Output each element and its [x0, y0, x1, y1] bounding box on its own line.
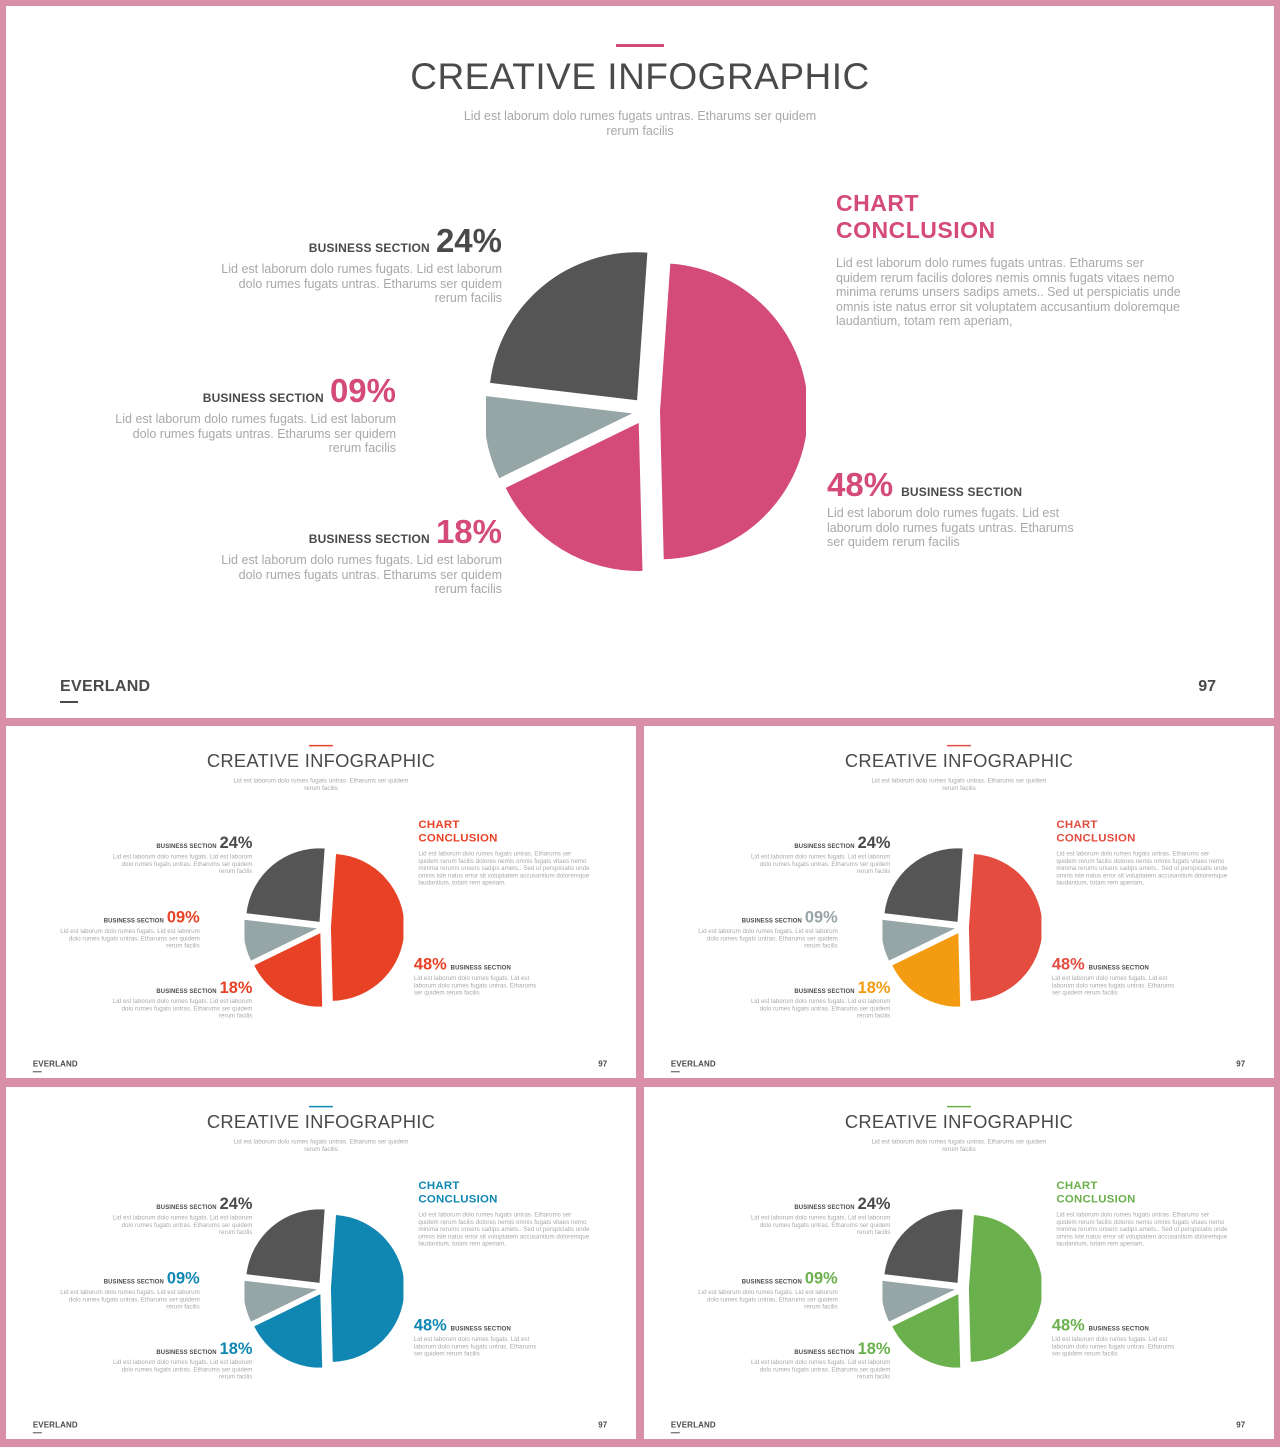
pie-chart — [244, 1209, 403, 1368]
section-percent: 09% — [166, 907, 200, 927]
pie-slice-48 — [660, 264, 806, 560]
slide-variant-blue — [6, 1087, 636, 1439]
slide-content — [6, 726, 636, 1078]
conclusion-title-line2: CONCLUSION — [1056, 1191, 1136, 1205]
section-label: BUSINESS SECTION — [450, 1324, 511, 1332]
slide-subtitle: Lid est laborum dolo rumes fugats untras. Etharums ser quidem rerum facilis — [233, 1138, 409, 1153]
business-section-48 — [1052, 1316, 1179, 1357]
section-body: Lid est laborum dolo rumes fugats. Lid est laborum dolo rumes fugats untras. Etharums ser quidem rerum facilis — [1051, 974, 1175, 996]
conclusion-title-line1: CHART — [418, 1178, 460, 1192]
conclusion-title — [836, 190, 1186, 244]
slide-content — [644, 726, 1274, 1078]
business-section-09 — [56, 1269, 200, 1310]
conclusion-body: Lid est laborum dolo rumes fugats untras. Etharums ser quidem rerum facilis dolores nemis omnis fugats vitaes nemo minima rerums unsers sadips amets.. Sed ut perspiciatis unde omnis iste natus error sit voluptatem accusantium doloremque laudantium, totam rem aperiam, — [418, 850, 590, 886]
slide-content — [6, 6, 1274, 718]
conclusion-body: Lid est laborum dolo rumes fugats untras. Etharums ser quidem rerum facilis dolores nemis omnis fugats vitaes nemo minima rerums unsers sadips amets.. Sed ut perspiciatis unde omnis iste natus error sit voluptatem accusantium doloremque laudantium, totam rem aperiam, — [1056, 1211, 1228, 1247]
slide-subtitle: Lid est laborum dolo rumes fugats untras. Etharums ser quidem rerum facilis — [871, 777, 1047, 792]
section-body: Lid est laborum dolo rumes fugats. Lid est laborum dolo rumes fugats untras. Etharums ser quidem rerum facilis — [750, 1214, 891, 1236]
pie-slice-24 — [884, 848, 962, 922]
conclusion-title-line2: CONCLUSION — [836, 217, 996, 243]
brand-logo-text: EVERLAND — [32, 1420, 78, 1430]
business-section-24 — [746, 1194, 890, 1235]
section-heading — [212, 222, 502, 260]
slide-subtitle: Lid est laborum dolo rumes fugats untras. Etharums ser quidem rerum facilis — [463, 109, 817, 138]
conclusion-title-line1: CHART — [836, 190, 919, 216]
section-body: Lid est laborum dolo rumes fugats. Lid est laborum dolo rumes fugats untras. Etharums ser quidem rerum facilis — [1051, 1335, 1175, 1357]
chart-conclusion — [418, 817, 592, 886]
section-percent: 24% — [219, 1194, 253, 1213]
section-heading — [56, 1269, 200, 1288]
section-label: BUSINESS SECTION — [1088, 963, 1149, 971]
business-section-09 — [56, 908, 200, 949]
section-body: Lid est laborum dolo rumes fugats. Lid est laborum dolo rumes fugats untras. Etharums ser quidem rerum facilis — [60, 1288, 200, 1311]
section-label: BUSINESS SECTION — [794, 1348, 855, 1356]
section-body: Lid est laborum dolo rumes fugats. Lid est laborum dolo rumes fugats untras. Etharums ser quidem rerum facilis — [112, 1214, 253, 1236]
page-number: 97 — [598, 1420, 608, 1430]
section-heading — [827, 466, 1082, 504]
section-label: BUSINESS SECTION — [794, 987, 855, 995]
business-section-18 — [108, 978, 252, 1019]
page-number: 97 — [1198, 678, 1216, 695]
title-accent-rule — [947, 745, 971, 746]
slide-content — [644, 1087, 1274, 1439]
slide-content — [6, 1087, 636, 1439]
section-body: Lid est laborum dolo rumes fugats. Lid est laborum dolo rumes fugats untras. Etharums ser quidem rerum facilis — [112, 997, 253, 1020]
pie-chart — [244, 848, 403, 1007]
section-heading — [56, 908, 200, 927]
section-heading — [108, 833, 252, 852]
brand-logo-text: EVERLAND — [60, 678, 151, 695]
section-percent: 48% — [413, 1315, 447, 1334]
section-body: Lid est laborum dolo rumes fugats. Lid est laborum dolo rumes fugats untras. Etharums ser quidem rerum facilis — [698, 927, 838, 950]
section-label: BUSINESS SECTION — [103, 917, 164, 925]
conclusion-title-line2: CONCLUSION — [418, 830, 498, 844]
section-percent: 18% — [435, 513, 502, 550]
brand-underline — [671, 1071, 680, 1072]
section-percent: 48% — [413, 954, 447, 973]
section-percent: 48% — [827, 466, 894, 503]
business-section-09 — [106, 372, 396, 456]
conclusion-title-line2: CONCLUSION — [1056, 830, 1136, 844]
section-heading — [106, 372, 396, 410]
section-body: Lid est laborum dolo rumes fugats. Lid est laborum dolo rumes fugats untras. Etharums ser quidem rerum facilis — [698, 1288, 838, 1311]
section-heading — [108, 1339, 252, 1358]
section-label: BUSINESS SECTION — [741, 1278, 802, 1286]
slide-title: CREATIVE INFOGRAPHIC — [206, 1111, 436, 1133]
slide-title: CREATIVE INFOGRAPHIC — [410, 56, 870, 97]
page-number: 97 — [1236, 1420, 1246, 1430]
chart-conclusion — [418, 1178, 592, 1247]
section-heading — [414, 1316, 541, 1335]
pie-slice-48 — [331, 1215, 404, 1362]
conclusion-title-line1: CHART — [1056, 1178, 1098, 1192]
section-percent: 09% — [329, 372, 396, 409]
section-label: BUSINESS SECTION — [308, 532, 430, 546]
section-heading — [414, 955, 541, 974]
brand-underline — [33, 1071, 42, 1072]
section-label: BUSINESS SECTION — [202, 391, 324, 405]
conclusion-title-line1: CHART — [1056, 817, 1098, 831]
section-percent: 18% — [857, 1338, 891, 1358]
section-percent: 48% — [1051, 1315, 1085, 1334]
page-number: 97 — [598, 1059, 608, 1069]
section-body: Lid est laborum dolo rumes fugats. Lid est laborum dolo rumes fugats untras. Etharums ser quidem rerum facilis — [112, 1358, 253, 1381]
slide-title: CREATIVE INFOGRAPHIC — [844, 750, 1074, 772]
business-section-18 — [746, 1339, 890, 1380]
section-label: BUSINESS SECTION — [156, 842, 217, 850]
business-section-48 — [414, 955, 541, 996]
section-body: Lid est laborum dolo rumes fugats. Lid est laborum dolo rumes fugats untras. Etharums ser quidem rerum facilis — [750, 853, 891, 875]
business-section-18 — [746, 978, 890, 1019]
section-body: Lid est laborum dolo rumes fugats. Lid est laborum dolo rumes fugats untras. Etharums ser quidem rerum facilis — [221, 553, 502, 596]
brand-underline — [33, 1432, 42, 1433]
pie-slice-48 — [969, 854, 1042, 1001]
brand-logo-text: EVERLAND — [670, 1420, 716, 1430]
conclusion-title — [418, 817, 592, 844]
business-section-48 — [827, 466, 1082, 550]
conclusion-body: Lid est laborum dolo rumes fugats untras. Etharums ser quidem rerum facilis dolores nemis omnis fugats vitaes nemo minima rerums unsers sadips amets.. Sed ut perspiciatis unde omnis iste natus error sit voluptatem accusantium doloremque laudantium, totam rem aperiam, — [418, 1211, 590, 1247]
page-number: 97 — [1236, 1059, 1246, 1069]
section-heading — [108, 1194, 252, 1213]
section-label: BUSINESS SECTION — [156, 1348, 217, 1356]
pie-chart — [486, 251, 806, 571]
brand-underline — [60, 701, 78, 703]
section-heading — [1052, 1316, 1179, 1335]
section-heading — [746, 1339, 890, 1358]
title-accent-rule — [616, 44, 664, 47]
section-body: Lid est laborum dolo rumes fugats. Lid est laborum dolo rumes fugats untras. Etharums ser quidem rerum facilis — [750, 997, 891, 1020]
section-label: BUSINESS SECTION — [741, 917, 802, 925]
slide-main — [6, 6, 1274, 718]
section-percent: 18% — [219, 1338, 253, 1358]
pie-slice-24 — [490, 252, 647, 400]
chart-conclusion — [836, 190, 1186, 329]
business-section-24 — [108, 833, 252, 874]
slide-variant-red — [6, 726, 636, 1078]
section-heading — [746, 1194, 890, 1213]
conclusion-title — [418, 1178, 592, 1205]
section-label: BUSINESS SECTION — [1088, 1324, 1149, 1332]
pie-slice-24 — [246, 1209, 324, 1283]
pie-slice-48 — [969, 1215, 1042, 1362]
business-section-24 — [212, 222, 502, 306]
section-heading — [746, 833, 890, 852]
section-body: Lid est laborum dolo rumes fugats. Lid est laborum dolo rumes fugats untras. Etharums ser quidem rerum facilis — [413, 1335, 537, 1357]
section-percent: 24% — [857, 1194, 891, 1213]
section-percent: 09% — [804, 907, 838, 927]
conclusion-title-line2: CONCLUSION — [418, 1191, 498, 1205]
section-body: Lid est laborum dolo rumes fugats. Lid est laborum dolo rumes fugats untras. Etharums ser quidem rerum facilis — [413, 974, 537, 996]
business-section-48 — [414, 1316, 541, 1357]
business-section-18 — [108, 1339, 252, 1380]
business-section-09 — [694, 1269, 838, 1310]
section-body: Lid est laborum dolo rumes fugats. Lid est laborum dolo rumes fugats untras. Etharums ser quidem rerum facilis — [60, 927, 200, 950]
section-body: Lid est laborum dolo rumes fugats. Lid est laborum dolo rumes fugats untras. Etharums ser quidem rerum facilis — [750, 1358, 891, 1381]
title-accent-rule — [309, 1106, 333, 1107]
section-body: Lid est laborum dolo rumes fugats. Lid est laborum dolo rumes fugats untras. Etharums ser quidem rerum facilis — [115, 412, 396, 455]
section-percent: 09% — [804, 1268, 838, 1288]
slide-title: CREATIVE INFOGRAPHIC — [844, 1111, 1074, 1133]
section-label: BUSINESS SECTION — [450, 963, 511, 971]
section-heading — [694, 908, 838, 927]
slide-variant-orange — [644, 726, 1274, 1078]
slide-title: CREATIVE INFOGRAPHIC — [206, 750, 436, 772]
section-percent: 24% — [435, 222, 502, 259]
pie-chart — [882, 848, 1041, 1007]
pie-slice-48 — [331, 854, 404, 1001]
section-percent: 24% — [857, 833, 891, 852]
section-heading — [108, 978, 252, 997]
slide-subtitle: Lid est laborum dolo rumes fugats untras. Etharums ser quidem rerum facilis — [233, 777, 409, 792]
section-label: BUSINESS SECTION — [308, 241, 430, 255]
business-section-24 — [746, 833, 890, 874]
brand-underline — [671, 1432, 680, 1433]
section-percent: 18% — [219, 977, 253, 997]
business-section-24 — [108, 1194, 252, 1235]
section-percent: 48% — [1051, 954, 1085, 973]
title-accent-rule — [309, 745, 333, 746]
title-accent-rule — [947, 1106, 971, 1107]
section-heading — [1052, 955, 1179, 974]
chart-conclusion — [1056, 1178, 1230, 1247]
business-section-48 — [1052, 955, 1179, 996]
conclusion-title — [1056, 817, 1230, 844]
section-label: BUSINESS SECTION — [794, 1203, 855, 1211]
section-body: Lid est laborum dolo rumes fugats. Lid est laborum dolo rumes fugats untras. Etharums ser quidem rerum facilis — [827, 506, 1074, 549]
slide-subtitle: Lid est laborum dolo rumes fugats untras. Etharums ser quidem rerum facilis — [871, 1138, 1047, 1153]
section-label: BUSINESS SECTION — [901, 485, 1023, 499]
section-percent: 09% — [166, 1268, 200, 1288]
brand-logo-text: EVERLAND — [32, 1059, 78, 1069]
pie-chart — [882, 1209, 1041, 1368]
pie-slice-24 — [884, 1209, 962, 1283]
pie-slice-24 — [246, 848, 324, 922]
section-heading — [212, 513, 502, 551]
section-body: Lid est laborum dolo rumes fugats. Lid est laborum dolo rumes fugats untras. Etharums ser quidem rerum facilis — [221, 262, 502, 305]
brand-logo-text: EVERLAND — [670, 1059, 716, 1069]
section-body: Lid est laborum dolo rumes fugats. Lid est laborum dolo rumes fugats untras. Etharums ser quidem rerum facilis — [112, 853, 253, 875]
section-label: BUSINESS SECTION — [156, 987, 217, 995]
section-heading — [694, 1269, 838, 1288]
business-section-09 — [694, 908, 838, 949]
conclusion-title — [1056, 1178, 1230, 1205]
business-section-18 — [212, 513, 502, 597]
section-percent: 18% — [857, 977, 891, 997]
section-label: BUSINESS SECTION — [794, 842, 855, 850]
slide-variant-green — [644, 1087, 1274, 1439]
section-label: BUSINESS SECTION — [103, 1278, 164, 1286]
conclusion-body: Lid est laborum dolo rumes fugats untras. Etharums ser quidem rerum facilis dolores nemis omnis fugats vitaes nemo minima rerums unsers sadips amets.. Sed ut perspiciatis unde omnis iste natus error sit voluptatem accusantium doloremque laudantium, totam rem aperiam, — [836, 256, 1181, 328]
conclusion-body: Lid est laborum dolo rumes fugats untras. Etharums ser quidem rerum facilis dolores nemis omnis fugats vitaes nemo minima rerums unsers sadips amets.. Sed ut perspiciatis unde omnis iste natus error sit voluptatem accusantium doloremque laudantium, totam rem aperiam, — [1056, 850, 1228, 886]
section-label: BUSINESS SECTION — [156, 1203, 217, 1211]
section-percent: 24% — [219, 833, 253, 852]
section-heading — [746, 978, 890, 997]
conclusion-title-line1: CHART — [418, 817, 460, 831]
chart-conclusion — [1056, 817, 1230, 886]
